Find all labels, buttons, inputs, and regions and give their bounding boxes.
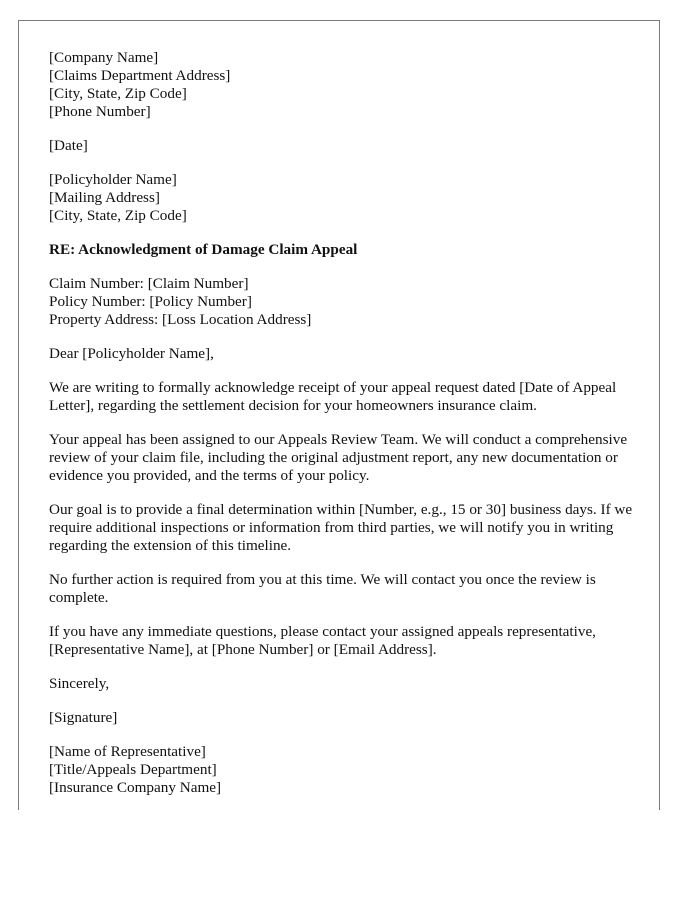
signatory-title: [Title/Appeals Department] (49, 761, 217, 778)
recipient-name: [Policyholder Name] (49, 171, 177, 188)
letter-date (49, 137, 641, 155)
sender-address-block (49, 49, 641, 121)
claim-reference-block (49, 275, 641, 329)
signature: [Signature] (49, 709, 118, 726)
recipient-city-state-zip: [City, State, Zip Code] (49, 207, 187, 224)
paragraph-acknowledgment: We are writing to formally acknowledge receipt of your appeal request dated [Date of Appeal Letter], regarding the settlement decision for your homeowners insurance claim. (49, 379, 617, 414)
letter-page (18, 20, 660, 810)
sender-company-name: [Company Name] (49, 49, 159, 66)
salutation: Dear [Policyholder Name], (49, 345, 214, 362)
closing: Sincerely, (49, 675, 110, 692)
property-address: Property Address: [Loss Location Address] (49, 311, 312, 328)
signatory-name: [Name of Representative] (49, 743, 206, 760)
policy-number: Policy Number: [Policy Number] (49, 293, 252, 310)
signatory-company: [Insurance Company Name] (49, 779, 222, 796)
claim-number: Claim Number: [Claim Number] (49, 275, 249, 292)
paragraph-timeline: Our goal is to provide a final determination within [Number, e.g., 15 or 30] business days. If we require additional inspections or information from third parties, we will notify you in writing regarding the extension of this timeline. (49, 501, 633, 554)
letter-body (49, 49, 641, 813)
signatory-block (49, 743, 641, 797)
paragraph-review-team: Your appeal has been assigned to our Appeals Review Team. We will conduct a comprehensive review of your claim file, including the original adjustment report, any new documentation or evidence you provided, and the terms of your policy. (49, 431, 628, 484)
sender-phone: [Phone Number] (49, 103, 151, 120)
sender-department-address: [Claims Department Address] (49, 67, 231, 84)
recipient-address-block (49, 171, 641, 225)
subject-line: RE: Acknowledgment of Damage Claim Appeal (49, 241, 358, 258)
sender-city-state-zip: [City, State, Zip Code] (49, 85, 187, 102)
paragraph-contact: If you have any immediate questions, please contact your assigned appeals representative, [Representative Name], at [Phone Number] or [Email Address]. (49, 623, 596, 658)
date-text: [Date] (49, 137, 88, 154)
paragraph-no-action: No further action is required from you at this time. We will contact you once the review is complete. (49, 571, 596, 606)
recipient-mailing-address: [Mailing Address] (49, 189, 160, 206)
